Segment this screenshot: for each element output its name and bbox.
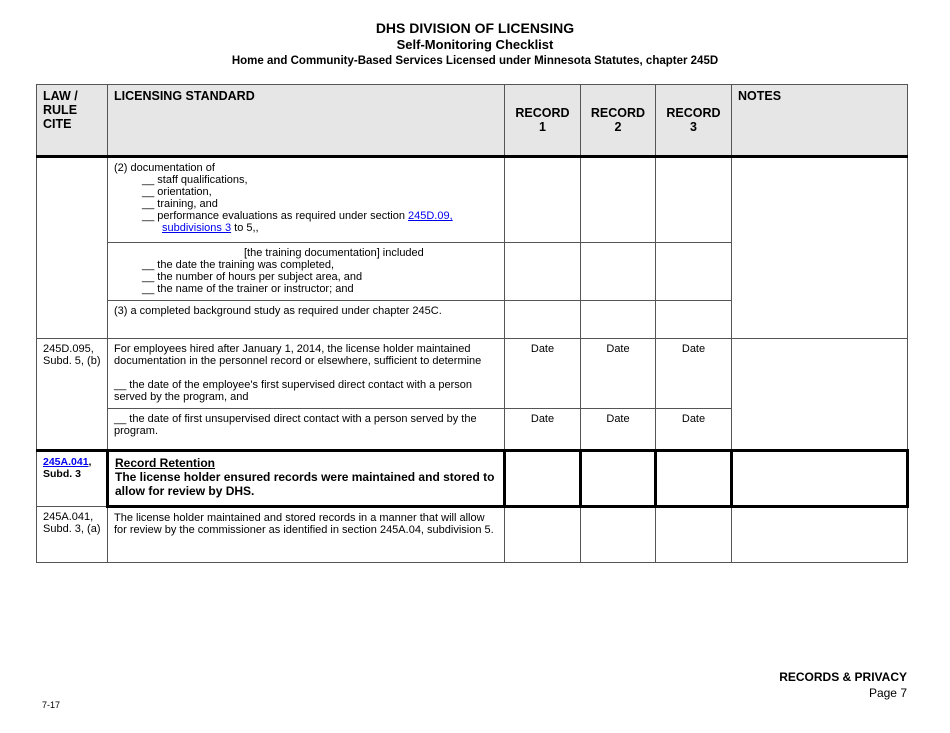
notes-cell[interactable] [732,451,908,507]
record-3-date[interactable]: Date [656,409,732,451]
record-2-date[interactable]: Date [581,409,656,451]
notes-cell[interactable] [732,157,908,339]
footer-page-number: Page 7 [868,686,907,700]
link-subdivisions-3[interactable]: subdivisions 3 [162,222,232,234]
record-3-cell[interactable] [656,243,732,301]
record-1-cell[interactable] [505,157,581,243]
record-3-cell[interactable] [656,157,732,243]
footer-section: RECORDS & PRIVACY [779,670,907,684]
document-subtitle: Self-Monitoring Checklist [396,37,554,52]
section-cite: 245A.041, Subd. 3 [37,451,108,507]
cite-245d095: 245D.095, Subd. 5, (b) [37,339,108,451]
document-title: DHS DIVISION OF LICENSING [375,20,575,36]
record-3-cell[interactable] [656,451,732,507]
record-2-cell[interactable] [581,507,656,563]
document-scope: Home and Community-Based Services Licensed under Minnesota Statutes, chapter 245D [231,55,719,67]
standard-background-study: (3) a completed background study as required under chapter 245C. [108,301,505,339]
standard-documentation-block: (2) documentation of __ staff qualifications, __ orientation, __ training, and __ performance evaluations as required under section 245D.09, subdivisions 3 to 5,, [108,157,505,243]
record-1-cell[interactable] [505,243,581,301]
record-1-cell[interactable] [505,451,581,507]
checklist-table [36,84,909,563]
record-3-cell[interactable] [656,507,732,563]
standard-training-block: [the training documentation] included __ the date the training was completed, __ the number of hours per subject area, and __ the name of the trainer or instructor; and [108,243,505,301]
record-1-cell[interactable] [505,507,581,563]
link-245d09[interactable]: 245D.09, [408,210,453,222]
header-record-1: RECORD 1 [505,85,581,157]
record-2-cell[interactable] [581,451,656,507]
notes-cell[interactable] [732,339,908,451]
record-2-cell[interactable] [581,301,656,339]
record-2-date[interactable]: Date [581,339,656,409]
standard-employee-contact: For employees hired after January 1, 2014, the license holder maintained documentation in the personnel record or elsewhere, sufficient to determine __ the date of the employee's first supervised direct contact with a person served by the program, and [108,339,505,409]
link-245a041[interactable]: 245A.041 [43,456,89,468]
header-notes: NOTES [732,85,908,157]
header-licensing-standard: LICENSING STANDARD [108,85,505,157]
record-3-cell[interactable] [656,301,732,339]
standard-record-storage: The license holder maintained and stored records in a manner that will allow for review by the commissioner as identified in section 245A.04, subdivision 5. [108,507,505,563]
record-2-cell[interactable] [581,243,656,301]
section-record-retention: Record Retention The license holder ensured records were maintained and stored to allow for review by DHS. [108,451,505,507]
standard-unsupervised-contact: __ the date of first unsupervised direct contact with a person served by the program. [108,409,505,451]
record-1-date[interactable]: Date [505,409,581,451]
cite-245a041-a: 245A.041, Subd. 3, (a) [37,507,108,563]
record-1-cell[interactable] [505,301,581,339]
notes-cell[interactable] [732,507,908,563]
header-law-cite: LAW / RULE CITE [37,85,108,157]
record-3-date[interactable]: Date [656,339,732,409]
header-record-2: RECORD 2 [581,85,656,157]
record-1-date[interactable]: Date [505,339,581,409]
record-2-cell[interactable] [581,157,656,243]
header-record-3: RECORD 3 [656,85,732,157]
cite-cell-empty [37,157,108,339]
footer-code: 7-17 [42,700,61,710]
